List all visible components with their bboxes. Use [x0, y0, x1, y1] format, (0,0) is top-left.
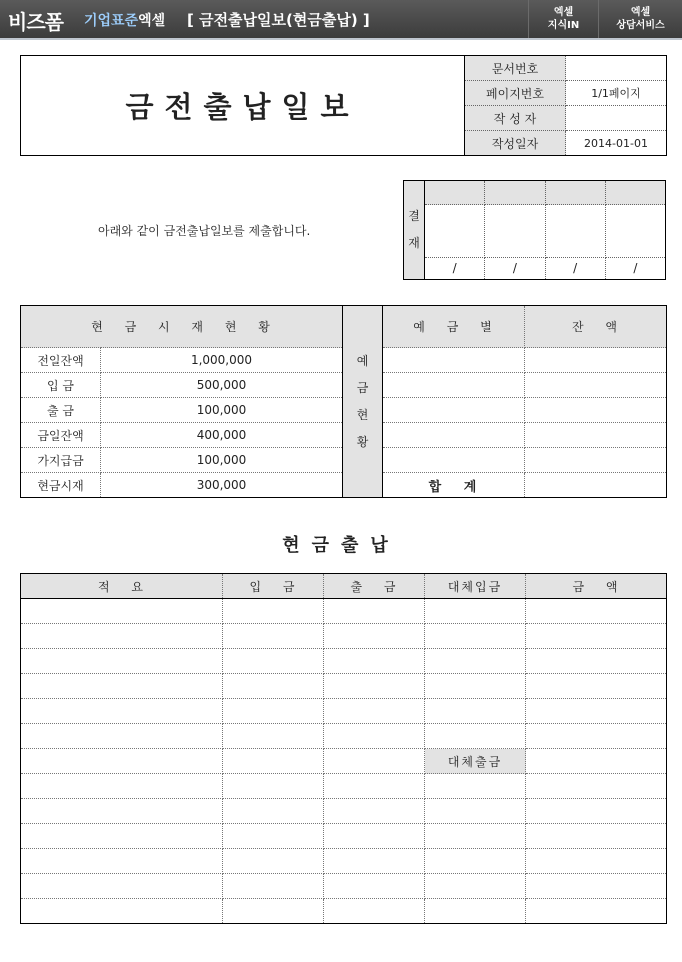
brand-suffix: 엑셀 — [138, 13, 166, 29]
ledger-cell[interactable] — [223, 599, 324, 624]
approver-title-1[interactable] — [425, 181, 485, 205]
excel-knowledge-line2: 지식IN — [547, 20, 580, 31]
ledger-cell[interactable] — [21, 724, 223, 749]
ledger-cell[interactable] — [526, 599, 667, 624]
ledger-cell[interactable] — [425, 649, 526, 674]
deposit-side-2: 금 — [356, 380, 369, 395]
brand-prefix: 기업표준 — [84, 13, 139, 29]
deposit-balance-cell[interactable] — [525, 348, 667, 373]
page-number-value[interactable]: 1/1페이지 — [566, 81, 667, 106]
approver-title-2[interactable] — [485, 181, 545, 205]
ledger-cell[interactable] — [324, 649, 425, 674]
approver-sign-1[interactable] — [425, 205, 485, 258]
ledger-cell[interactable] — [526, 899, 667, 924]
cash-row-value[interactable]: 400,000 — [101, 423, 343, 448]
ledger-cell[interactable] — [21, 699, 223, 724]
doc-number-label: 문서번호 — [465, 56, 566, 81]
ledger-cell[interactable] — [526, 799, 667, 824]
approver-title-3[interactable] — [545, 181, 605, 205]
ledger-cell[interactable] — [526, 724, 667, 749]
doc-number-value[interactable] — [566, 56, 667, 81]
excel-consulting-button[interactable] — [598, 0, 682, 38]
ledger-header-transfer-in: 대체입금 — [425, 574, 526, 599]
ledger-cell[interactable] — [526, 849, 667, 874]
ledger-transfer-out-label: 대체출금 — [425, 749, 526, 774]
approval-date-3[interactable]: / — [545, 257, 605, 279]
ledger-cell[interactable] — [425, 849, 526, 874]
cash-row-label: 출 금 — [21, 398, 101, 423]
ledger-cell[interactable] — [21, 799, 223, 824]
ledger-cell[interactable] — [223, 799, 324, 824]
approver-title-4[interactable] — [605, 181, 665, 205]
cash-status-table — [20, 305, 667, 498]
ledger-cell[interactable] — [425, 899, 526, 924]
excel-knowledge-line1: 엑셀 — [553, 7, 574, 18]
ledger-cell[interactable] — [21, 874, 223, 899]
ledger-cell[interactable] — [425, 599, 526, 624]
ledger-header-deposit: 입 금 — [223, 574, 324, 599]
ledger-cell[interactable] — [21, 899, 223, 924]
ledger-cell[interactable] — [223, 699, 324, 724]
deposit-side-3: 현 — [356, 407, 369, 422]
ledger-header-amount: 금 액 — [526, 574, 667, 599]
ledger-cell[interactable] — [425, 874, 526, 899]
page-number-label: 페이지번호 — [465, 81, 566, 106]
submission-notice: 아래와 같이 금전출납일보를 제출합니다. — [98, 224, 311, 238]
bizforms-logo[interactable]: 비즈폼 — [8, 10, 63, 34]
ledger-cell[interactable] — [324, 849, 425, 874]
cash-row-value[interactable]: 1,000,000 — [101, 348, 343, 373]
deposit-balance-header: 잔 액 — [525, 306, 667, 348]
approval-date-1[interactable]: / — [425, 257, 485, 279]
ledger-cell[interactable] — [324, 874, 425, 899]
cash-row-label: 가지급금 — [21, 448, 101, 473]
ledger-cell[interactable] — [526, 699, 667, 724]
deposit-balance-cell[interactable] — [525, 373, 667, 398]
ledger-cell[interactable] — [21, 774, 223, 799]
cash-row-label: 입 금 — [21, 373, 101, 398]
author-value[interactable] — [566, 106, 667, 131]
cash-row-label: 금일잔액 — [21, 423, 101, 448]
author-label: 작 성 자 — [465, 106, 566, 131]
excel-consulting-line2: 상담서비스 — [616, 20, 665, 31]
ledger-cell[interactable] — [324, 774, 425, 799]
date-value[interactable]: 2014-01-01 — [566, 131, 667, 156]
ledger-cell[interactable] — [425, 799, 526, 824]
ledger-cell[interactable] — [526, 774, 667, 799]
approval-table — [403, 180, 666, 280]
ledger-cell[interactable] — [425, 824, 526, 849]
header-table — [20, 55, 667, 156]
ledger-cell[interactable] — [526, 649, 667, 674]
ledger-cell[interactable] — [21, 674, 223, 699]
deposit-type-cell[interactable] — [383, 398, 525, 423]
ledger-cell[interactable] — [21, 824, 223, 849]
ledger-cell[interactable] — [223, 724, 324, 749]
cash-row-value[interactable]: 100,000 — [101, 448, 343, 473]
ledger-cell[interactable] — [223, 774, 324, 799]
deposit-side-4: 황 — [356, 434, 369, 449]
ledger-cell[interactable] — [324, 899, 425, 924]
ledger-cell[interactable] — [223, 899, 324, 924]
deposit-total-label: 합 계 — [383, 473, 525, 498]
approval-label-1: 결 — [408, 209, 420, 223]
deposit-balance-cell[interactable] — [525, 448, 667, 473]
excel-consulting-line1: 엑셀 — [630, 7, 651, 18]
approval-date-2[interactable]: / — [485, 257, 545, 279]
ledger-cell[interactable] — [526, 824, 667, 849]
ledger-cell[interactable] — [324, 799, 425, 824]
ledger-cell[interactable] — [526, 624, 667, 649]
ledger-cell[interactable] — [324, 699, 425, 724]
approval-label-2: 재 — [408, 236, 420, 250]
ledger-cell[interactable] — [223, 674, 324, 699]
ledger-cell[interactable] — [21, 624, 223, 649]
brand-label — [84, 10, 165, 30]
deposit-type-cell[interactable] — [383, 373, 525, 398]
ledger-cell[interactable] — [425, 774, 526, 799]
approval-date-4[interactable]: / — [605, 257, 665, 279]
ledger-cell[interactable] — [425, 699, 526, 724]
ledger-cell[interactable] — [223, 824, 324, 849]
ledger-header-summary: 적 요 — [21, 574, 223, 599]
page-title: 금전출납일보 — [21, 56, 465, 156]
deposit-total-value[interactable] — [525, 473, 667, 498]
ledger-cell[interactable] — [21, 599, 223, 624]
ledger-cell[interactable] — [21, 649, 223, 674]
cash-ledger-title: 현금출납 — [282, 535, 400, 556]
ledger-cell[interactable] — [526, 749, 667, 774]
ledger-cell[interactable] — [223, 849, 324, 874]
deposit-status-side — [343, 306, 383, 498]
ledger-cell[interactable] — [526, 674, 667, 699]
excel-knowledge-button[interactable] — [528, 0, 598, 38]
date-label: 작성일자 — [465, 131, 566, 156]
cash-status-heading: 현 금 시 재 현 황 — [21, 306, 343, 348]
ledger-cell[interactable] — [21, 749, 223, 774]
ledger-cell[interactable] — [425, 674, 526, 699]
ledger-cell[interactable] — [223, 624, 324, 649]
cash-row-value[interactable]: 300,000 — [101, 473, 343, 498]
deposit-side-1: 예 — [356, 353, 369, 368]
approver-sign-3[interactable] — [545, 205, 605, 258]
cash-row-value[interactable]: 500,000 — [101, 373, 343, 398]
ledger-cell[interactable] — [223, 874, 324, 899]
approver-sign-4[interactable] — [605, 205, 665, 258]
deposit-type-cell[interactable] — [383, 423, 525, 448]
cash-row-label: 현금시재 — [21, 473, 101, 498]
ledger-cell[interactable] — [324, 724, 425, 749]
document-title: [ 금전출납일보(현금출납) ] — [187, 11, 370, 29]
deposit-type-cell[interactable] — [383, 348, 525, 373]
cash-row-value[interactable]: 100,000 — [101, 398, 343, 423]
ledger-cell[interactable] — [223, 749, 324, 774]
ledger-cell[interactable] — [425, 724, 526, 749]
ledger-cell[interactable] — [324, 749, 425, 774]
ledger-header-withdrawal: 출 금 — [324, 574, 425, 599]
approver-sign-2[interactable] — [485, 205, 545, 258]
ledger-cell[interactable] — [526, 874, 667, 899]
deposit-type-cell[interactable] — [383, 448, 525, 473]
deposit-type-header: 예 금 별 — [383, 306, 525, 348]
cash-ledger-table — [20, 573, 667, 924]
deposit-balance-cell[interactable] — [525, 423, 667, 448]
approval-side-label — [404, 181, 425, 280]
ledger-cell[interactable] — [324, 824, 425, 849]
ledger-cell[interactable] — [223, 649, 324, 674]
ledger-cell[interactable] — [324, 599, 425, 624]
deposit-balance-cell[interactable] — [525, 398, 667, 423]
ledger-cell[interactable] — [21, 849, 223, 874]
cash-row-label: 전일잔액 — [21, 348, 101, 373]
ledger-cell[interactable] — [324, 674, 425, 699]
ledger-cell[interactable] — [324, 624, 425, 649]
ledger-cell[interactable] — [425, 624, 526, 649]
top-bar — [0, 0, 682, 40]
